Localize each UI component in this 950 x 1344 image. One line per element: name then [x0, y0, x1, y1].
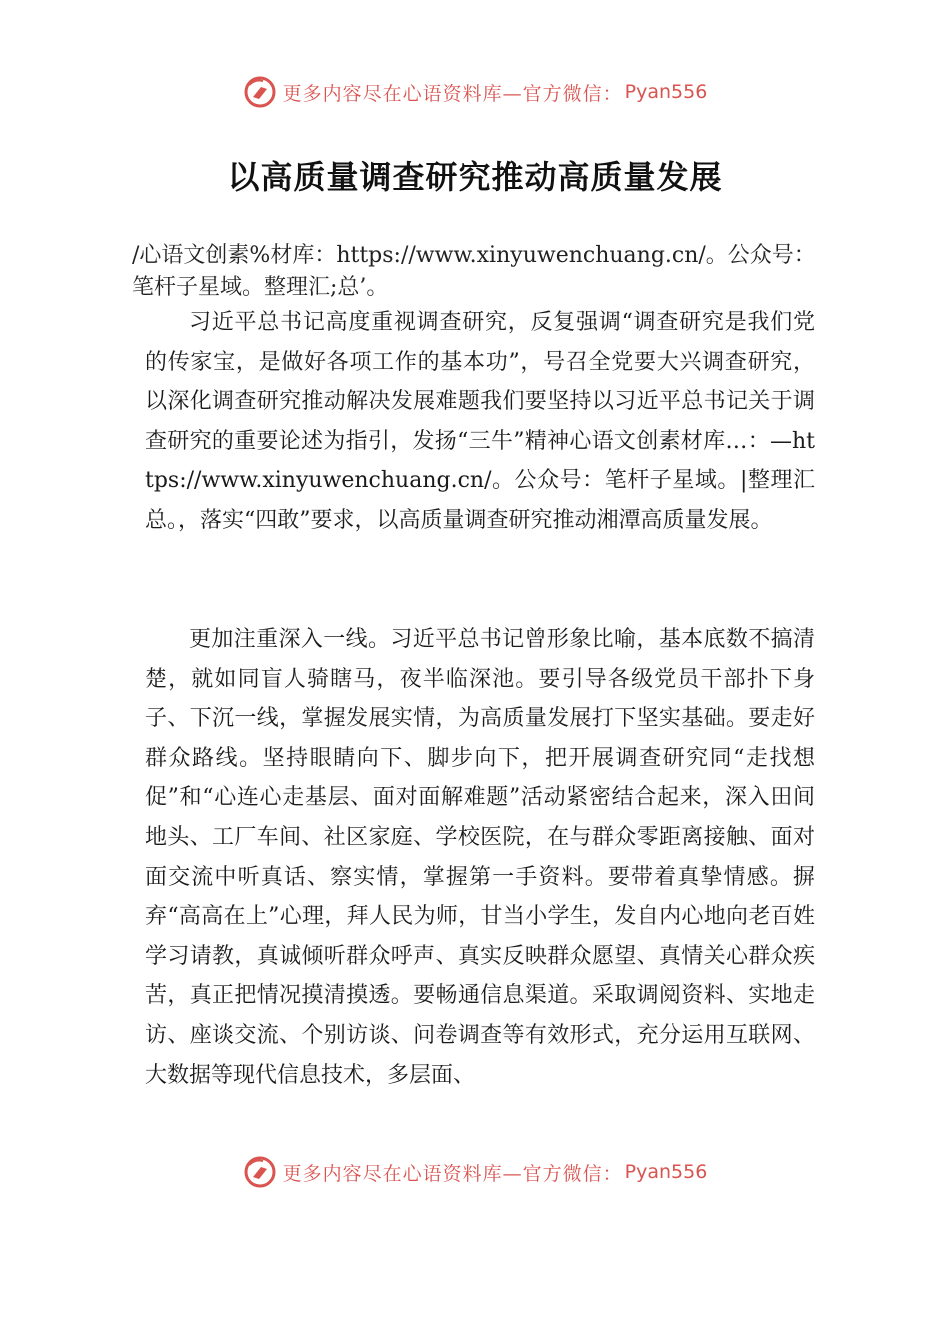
logo-icon [243, 1155, 277, 1189]
banner-text: 更多内容尽在心语资料库—官方微信： [282, 1162, 623, 1185]
header-banner [0, 72, 950, 112]
banner-text: 更多内容尽在心语资料库—官方微信： [282, 82, 623, 105]
source-line: /心语文创素%材库：https://www.xinyuwenchuang.cn/。公众号：笔杆子星域。整理汇;总’。 [132, 243, 816, 300]
paragraph-1: 习近平总书记高度重视调查研究，反复强调“调查研究是我们党的传家宝，是做好各项工作的基本功”，号召全党要大兴调查研究，以深化调查研究推动解决发展难题我们要坚持以习近平总书记关于调查研究的重要论述为指引，发扬“三牛”精神心语文创素材库…：—https://www.xinyuwenchuang.cn/。公众号：笔杆子星域。|整理汇总。，落实“四敢”要求，以高质量调查研究推动湘潭高质量发展。 [145, 310, 815, 533]
document-title: 以高质量调查研究推动高质量发展 [227, 158, 723, 196]
banner-wechat-id: Pyan556 [624, 81, 708, 103]
logo-icon [243, 75, 277, 109]
footer-banner [0, 1152, 950, 1192]
banner-wechat-id: Pyan556 [624, 1161, 708, 1183]
paragraph-2: 更加注重深入一线。习近平总书记曾形象比喻，基本底数不搞清楚，就如同盲人骑瞎马，夜半临深池。要引导各级党员干部扑下身子、下沉一线，掌握发展实情，为高质量发展打下坚实基础。要走好群众路线。坚持眼睛向下、脚步向下，把开展调查研究同“走找想促”和“心连心走基层、面对面解难题”活动紧密结合起来，深入田间地头、工厂车间、社区家庭、学校医院，在与群众零距离接触、面对面交流中听真话、察实情，掌握第一手资料。要带着真挚情感。摒弃“高高在上”心理，拜人民为师，甘当小学生，发自内心地向老百姓学习请教，真诚倾听群众呼声、真实反映群众愿望、真情关心群众疾苦，真正把情况摸清摸透。要畅通信息渠道。采取调阅资料、实地走访、座谈交流、个别访谈、问卷调查等有效形式，充分运用互联网、大数据等现代信息技术，多层面、 [145, 627, 815, 1088]
